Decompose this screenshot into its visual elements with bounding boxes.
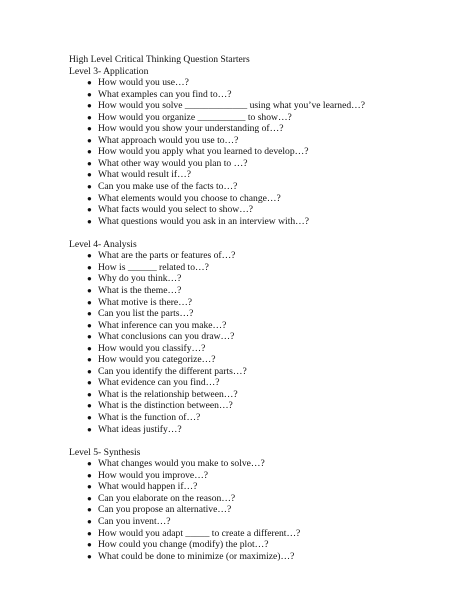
list-item	[69, 377, 459, 389]
question-text: What approach would you use to…?	[98, 134, 239, 146]
section-heading: Level 4- Analysis	[69, 238, 137, 250]
list-item	[69, 354, 459, 366]
bullet-icon: ●	[87, 251, 92, 261]
list-item	[69, 169, 459, 181]
list-item	[69, 77, 459, 89]
bullet-icon: ●	[87, 401, 92, 411]
bullet-icon: ●	[87, 262, 92, 272]
bullet-icon: ●	[87, 459, 92, 469]
bullet-icon: ●	[87, 551, 92, 561]
bullet-icon: ●	[87, 482, 92, 492]
list-item	[69, 539, 459, 551]
list-item	[69, 504, 459, 516]
question-list	[69, 250, 459, 435]
question-text: What would result if…?	[98, 169, 191, 181]
document-page	[69, 54, 459, 562]
list-item	[69, 308, 459, 320]
bullet-icon: ●	[87, 332, 92, 342]
list-item	[69, 481, 459, 493]
bullet-icon: ●	[87, 182, 92, 192]
list-item	[69, 297, 459, 309]
list-item	[69, 273, 459, 285]
bullet-icon: ●	[87, 158, 92, 168]
question-text: What evidence can you find…?	[98, 377, 220, 389]
list-item	[69, 424, 459, 436]
section-synthesis	[69, 447, 459, 562]
question-text: How would you adapt _____ to create a different…?	[98, 527, 301, 539]
list-item	[69, 181, 459, 193]
list-item	[69, 146, 459, 158]
bullet-icon: ●	[87, 424, 92, 434]
bullet-icon: ●	[87, 89, 92, 99]
bullet-icon: ●	[87, 274, 92, 284]
bullet-icon: ●	[87, 493, 92, 503]
question-text: What is the relationship between…?	[98, 388, 238, 400]
list-item	[69, 470, 459, 482]
list-item	[69, 216, 459, 228]
bullet-icon: ●	[87, 320, 92, 330]
section-analysis	[69, 239, 459, 435]
question-text: What could be done to minimize (or maximize)…?	[98, 550, 295, 562]
question-text: What are the parts or features of…?	[98, 250, 236, 262]
bullet-icon: ●	[87, 413, 92, 422]
question-text: What ideas justify…?	[98, 423, 182, 435]
bullet-icon: ●	[87, 285, 92, 295]
question-text: Can you elaborate on the reason…?	[98, 492, 236, 504]
list-item	[69, 331, 459, 343]
list-item	[69, 135, 459, 147]
bullet-icon: ●	[87, 470, 92, 480]
list-item	[69, 158, 459, 170]
bullet-icon: ●	[87, 135, 92, 145]
question-text: How would you use…?	[98, 77, 189, 89]
list-item	[69, 493, 459, 505]
bullet-icon: ●	[87, 309, 92, 319]
list-item	[69, 458, 459, 470]
bullet-icon: ●	[87, 124, 92, 134]
bullet-icon: ●	[87, 389, 92, 399]
bullet-icon: ●	[87, 170, 92, 180]
question-text: How would you categorize…?	[98, 354, 216, 366]
question-text: What conclusions can you draw…?	[98, 331, 235, 343]
list-item	[69, 366, 459, 378]
bullet-icon: ●	[87, 540, 92, 550]
question-text: Can you make use of the facts to…?	[98, 181, 238, 193]
bullet-icon: ●	[87, 528, 92, 538]
question-text: Can you identify the different parts…?	[98, 365, 247, 377]
bullet-icon: ●	[87, 147, 92, 157]
bullet-icon: ●	[87, 193, 92, 203]
bullet-icon: ●	[87, 101, 92, 111]
bullet-icon: ●	[87, 505, 92, 515]
question-text: What examples can you find to…?	[98, 88, 232, 100]
question-list	[69, 458, 459, 562]
bullet-icon: ●	[87, 297, 92, 307]
list-item	[69, 320, 459, 332]
question-text: What other way would you plan to …?	[98, 157, 248, 169]
question-text: How would you organize __________ to show…?	[98, 111, 292, 123]
question-text: What elements would you choose to change…?	[98, 192, 281, 204]
bullet-icon: ●	[87, 355, 92, 365]
question-text: Can you invent…?	[98, 515, 171, 527]
question-text: What would happen if…?	[98, 481, 198, 493]
question-text: Why do you think…?	[98, 273, 182, 285]
list-item	[69, 285, 459, 297]
list-item	[69, 528, 459, 540]
bullet-icon: ●	[87, 112, 92, 122]
section-application	[69, 66, 459, 228]
list-item	[69, 516, 459, 528]
list-item	[69, 262, 459, 274]
question-text: What is the function of…?	[98, 412, 201, 423]
question-text: What facts would you select to show…?	[98, 204, 254, 216]
question-text: How could you change (modify) the plot…?	[98, 539, 269, 551]
list-item	[69, 343, 459, 355]
question-text: Can you propose an alternative…?	[98, 504, 232, 516]
question-text: How would you apply what you learned to develop…?	[98, 146, 309, 158]
bullet-icon: ●	[87, 78, 92, 88]
list-item	[69, 89, 459, 101]
list-item	[69, 204, 459, 216]
list-item	[69, 250, 459, 262]
bullet-icon: ●	[87, 366, 92, 376]
question-text: How would you solve _____________ using what you’ve learned…?	[98, 100, 365, 112]
list-item	[69, 193, 459, 205]
bullet-icon: ●	[87, 343, 92, 353]
bullet-icon: ●	[87, 216, 92, 226]
list-item	[69, 100, 459, 112]
question-list	[69, 77, 459, 227]
section-heading: Level 3- Application	[69, 65, 149, 77]
question-text: How is ______ related to…?	[98, 261, 209, 273]
bullet-icon: ●	[87, 378, 92, 388]
list-item	[69, 551, 459, 563]
bullet-icon: ●	[87, 516, 92, 526]
question-text: What inference can you make…?	[98, 319, 227, 331]
document-title: High Level Critical Thinking Question Starters	[69, 54, 250, 65]
list-item	[69, 389, 459, 401]
question-text: What changes would you make to solve…?	[98, 458, 265, 470]
list-item	[69, 123, 459, 135]
list-item	[69, 412, 459, 424]
question-text: How would you classify…?	[98, 342, 206, 354]
list-item	[69, 400, 459, 412]
question-text: What is the distinction between…?	[98, 400, 233, 412]
question-text: How would you improve…?	[98, 469, 209, 481]
question-text: What is the theme…?	[98, 284, 182, 296]
section-heading: Level 5- Synthesis	[69, 446, 141, 458]
bullet-icon: ●	[87, 205, 92, 215]
question-text: How would you show your understanding of…?	[98, 123, 284, 135]
question-text: What motive is there…?	[98, 296, 193, 308]
question-text: What questions would you ask in an interview with…?	[98, 215, 310, 227]
list-item	[69, 112, 459, 124]
question-text: Can you list the parts…?	[98, 308, 194, 320]
